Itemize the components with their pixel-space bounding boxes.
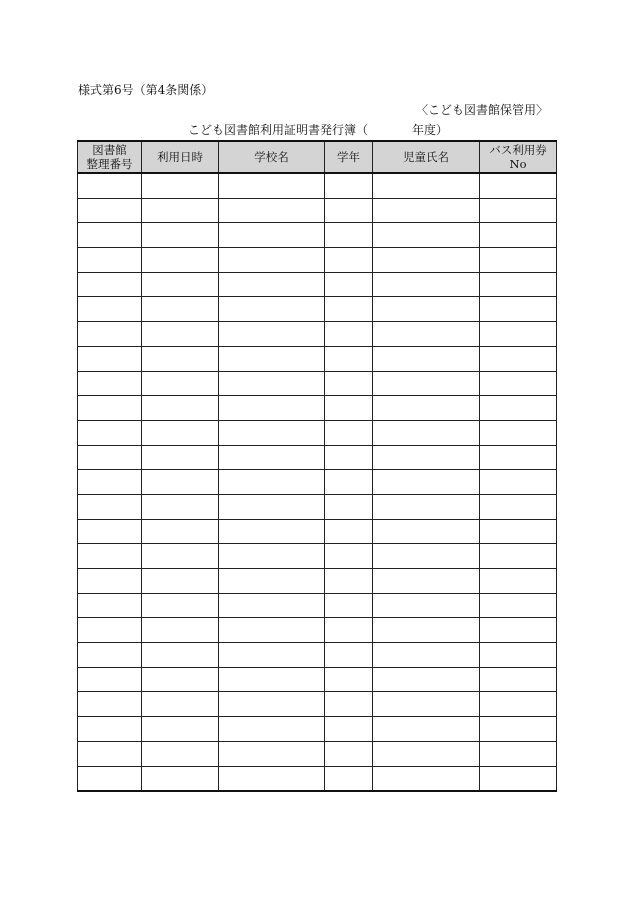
table-row (78, 717, 557, 742)
cell-bus-ticket-number (480, 593, 557, 618)
cell-child-name (373, 593, 480, 618)
cell-grade (325, 173, 373, 198)
cell-child-name (373, 618, 480, 643)
table-row (78, 544, 557, 569)
cell-grade (325, 667, 373, 692)
header-child-name (373, 141, 480, 173)
cell-library-number (78, 618, 142, 643)
header-library-number-line2: 整理番号 (86, 157, 133, 171)
cell-bus-ticket-number (480, 766, 557, 791)
table-row (78, 198, 557, 223)
table-row (78, 248, 557, 273)
cell-usage-datetime (142, 198, 219, 223)
table-row (78, 396, 557, 421)
cell-child-name (373, 248, 480, 273)
cell-school-name (219, 248, 325, 273)
table-row (78, 519, 557, 544)
usage-note: 〈こども図書館保管用〉 (415, 103, 548, 117)
table-row (78, 223, 557, 248)
cell-child-name (373, 445, 480, 470)
cell-grade (325, 717, 373, 742)
cell-grade (325, 272, 373, 297)
cell-usage-datetime (142, 494, 219, 519)
cell-library-number (78, 371, 142, 396)
cell-school-name (219, 618, 325, 643)
cell-child-name (373, 643, 480, 668)
header-bus-ticket-line2: No (509, 157, 527, 171)
cell-grade (325, 569, 373, 594)
cell-usage-datetime (142, 346, 219, 371)
cell-school-name (219, 692, 325, 717)
table-row (78, 322, 557, 347)
cell-grade (325, 766, 373, 791)
table-row (78, 297, 557, 322)
cell-usage-datetime (142, 396, 219, 421)
cell-school-name (219, 371, 325, 396)
cell-bus-ticket-number (480, 470, 557, 495)
cell-grade (325, 519, 373, 544)
cell-usage-datetime (142, 519, 219, 544)
cell-bus-ticket-number (480, 519, 557, 544)
cell-child-name (373, 766, 480, 791)
table-row (78, 667, 557, 692)
cell-child-name (373, 173, 480, 198)
cell-bus-ticket-number (480, 445, 557, 470)
cell-school-name (219, 420, 325, 445)
cell-school-name (219, 741, 325, 766)
form-number-label: 様式第6号（第4条関係） (78, 83, 214, 97)
table-row (78, 569, 557, 594)
cell-child-name (373, 346, 480, 371)
cell-bus-ticket-number (480, 396, 557, 421)
cell-grade (325, 593, 373, 618)
cell-grade (325, 494, 373, 519)
header-bus-ticket-number (480, 141, 557, 173)
header-grade (325, 141, 373, 173)
cell-bus-ticket-number (480, 494, 557, 519)
cell-school-name (219, 396, 325, 421)
cell-grade (325, 618, 373, 643)
table-row (78, 371, 557, 396)
cell-school-name (219, 297, 325, 322)
header-library-number (78, 141, 142, 173)
table-row (78, 494, 557, 519)
cell-usage-datetime (142, 717, 219, 742)
cell-grade (325, 741, 373, 766)
cell-school-name (219, 519, 325, 544)
cell-child-name (373, 297, 480, 322)
table-row (78, 445, 557, 470)
cell-bus-ticket-number (480, 297, 557, 322)
document-title-suffix: 年度） (412, 123, 449, 137)
cell-child-name (373, 692, 480, 717)
cell-bus-ticket-number (480, 420, 557, 445)
cell-school-name (219, 470, 325, 495)
cell-library-number (78, 420, 142, 445)
table-row (78, 741, 557, 766)
table-row (78, 618, 557, 643)
table-body (78, 173, 557, 791)
cell-child-name (373, 198, 480, 223)
cell-usage-datetime (142, 667, 219, 692)
cell-bus-ticket-number (480, 741, 557, 766)
cell-bus-ticket-number (480, 544, 557, 569)
cell-school-name (219, 569, 325, 594)
cell-bus-ticket-number (480, 322, 557, 347)
cell-child-name (373, 371, 480, 396)
cell-school-name (219, 223, 325, 248)
cell-library-number (78, 223, 142, 248)
header-usage-datetime (142, 141, 219, 173)
cell-school-name (219, 544, 325, 569)
header-library-number-line1: 図書館 (92, 143, 127, 157)
cell-grade (325, 445, 373, 470)
cell-library-number (78, 544, 142, 569)
cell-library-number (78, 593, 142, 618)
cell-library-number (78, 322, 142, 347)
cell-grade (325, 470, 373, 495)
cell-bus-ticket-number (480, 717, 557, 742)
cell-library-number (78, 272, 142, 297)
table-row (78, 692, 557, 717)
cell-usage-datetime (142, 173, 219, 198)
cell-usage-datetime (142, 766, 219, 791)
cell-library-number (78, 445, 142, 470)
cell-usage-datetime (142, 272, 219, 297)
cell-child-name (373, 322, 480, 347)
cell-school-name (219, 198, 325, 223)
cell-bus-ticket-number (480, 618, 557, 643)
cell-grade (325, 198, 373, 223)
cell-grade (325, 297, 373, 322)
cell-grade (325, 396, 373, 421)
cell-grade (325, 248, 373, 273)
cell-school-name (219, 766, 325, 791)
cell-library-number (78, 643, 142, 668)
cell-library-number (78, 741, 142, 766)
table-row (78, 766, 557, 791)
cell-bus-ticket-number (480, 346, 557, 371)
cell-school-name (219, 445, 325, 470)
cell-usage-datetime (142, 618, 219, 643)
cell-school-name (219, 346, 325, 371)
cell-grade (325, 322, 373, 347)
cell-bus-ticket-number (480, 223, 557, 248)
cell-usage-datetime (142, 741, 219, 766)
cell-school-name (219, 322, 325, 347)
header-child-name-label: 児童氏名 (403, 150, 449, 164)
cell-library-number (78, 198, 142, 223)
table-row (78, 420, 557, 445)
header-grade-label: 学年 (337, 150, 360, 164)
cell-child-name (373, 420, 480, 445)
table-row (78, 346, 557, 371)
cell-library-number (78, 396, 142, 421)
cell-child-name (373, 519, 480, 544)
table-header-row (78, 141, 557, 173)
cell-school-name (219, 593, 325, 618)
cell-usage-datetime (142, 643, 219, 668)
cell-usage-datetime (142, 322, 219, 347)
cell-bus-ticket-number (480, 667, 557, 692)
cell-grade (325, 692, 373, 717)
cell-school-name (219, 173, 325, 198)
cell-bus-ticket-number (480, 692, 557, 717)
cell-library-number (78, 667, 142, 692)
cell-child-name (373, 741, 480, 766)
cell-school-name (219, 717, 325, 742)
cell-grade (325, 420, 373, 445)
cell-library-number (78, 248, 142, 273)
cell-library-number (78, 519, 142, 544)
cell-usage-datetime (142, 223, 219, 248)
cell-library-number (78, 692, 142, 717)
cell-school-name (219, 643, 325, 668)
cell-bus-ticket-number (480, 173, 557, 198)
cell-bus-ticket-number (480, 371, 557, 396)
cell-library-number (78, 173, 142, 198)
cell-usage-datetime (142, 248, 219, 273)
cell-school-name (219, 494, 325, 519)
cell-child-name (373, 272, 480, 297)
cell-bus-ticket-number (480, 198, 557, 223)
cell-grade (325, 643, 373, 668)
table-row (78, 173, 557, 198)
table-row (78, 593, 557, 618)
cell-bus-ticket-number (480, 569, 557, 594)
cell-child-name (373, 667, 480, 692)
header-school-name (219, 141, 325, 173)
cell-usage-datetime (142, 593, 219, 618)
cell-library-number (78, 346, 142, 371)
cell-bus-ticket-number (480, 643, 557, 668)
cell-usage-datetime (142, 544, 219, 569)
cell-grade (325, 371, 373, 396)
cell-child-name (373, 223, 480, 248)
cell-child-name (373, 494, 480, 519)
cell-usage-datetime (142, 445, 219, 470)
issuance-register-table (77, 140, 557, 792)
cell-usage-datetime (142, 297, 219, 322)
header-bus-ticket-line1: バス利用券 (489, 143, 547, 157)
cell-grade (325, 346, 373, 371)
cell-child-name (373, 396, 480, 421)
cell-child-name (373, 470, 480, 495)
cell-grade (325, 544, 373, 569)
table-row (78, 272, 557, 297)
cell-school-name (219, 272, 325, 297)
cell-usage-datetime (142, 371, 219, 396)
header-school-name-label: 学校名 (254, 150, 289, 164)
cell-usage-datetime (142, 420, 219, 445)
cell-library-number (78, 494, 142, 519)
cell-usage-datetime (142, 569, 219, 594)
cell-library-number (78, 766, 142, 791)
cell-child-name (373, 569, 480, 594)
cell-library-number (78, 297, 142, 322)
cell-library-number (78, 569, 142, 594)
cell-school-name (219, 667, 325, 692)
cell-library-number (78, 717, 142, 742)
document-title-prefix: こども図書館利用証明書発行簿（ (188, 123, 369, 137)
cell-usage-datetime (142, 470, 219, 495)
cell-usage-datetime (142, 692, 219, 717)
cell-grade (325, 223, 373, 248)
cell-bus-ticket-number (480, 272, 557, 297)
cell-child-name (373, 717, 480, 742)
table-row (78, 643, 557, 668)
document-title (188, 123, 448, 137)
cell-bus-ticket-number (480, 248, 557, 273)
table-row (78, 470, 557, 495)
cell-library-number (78, 470, 142, 495)
cell-child-name (373, 544, 480, 569)
header-usage-datetime-label: 利用日時 (157, 150, 203, 164)
